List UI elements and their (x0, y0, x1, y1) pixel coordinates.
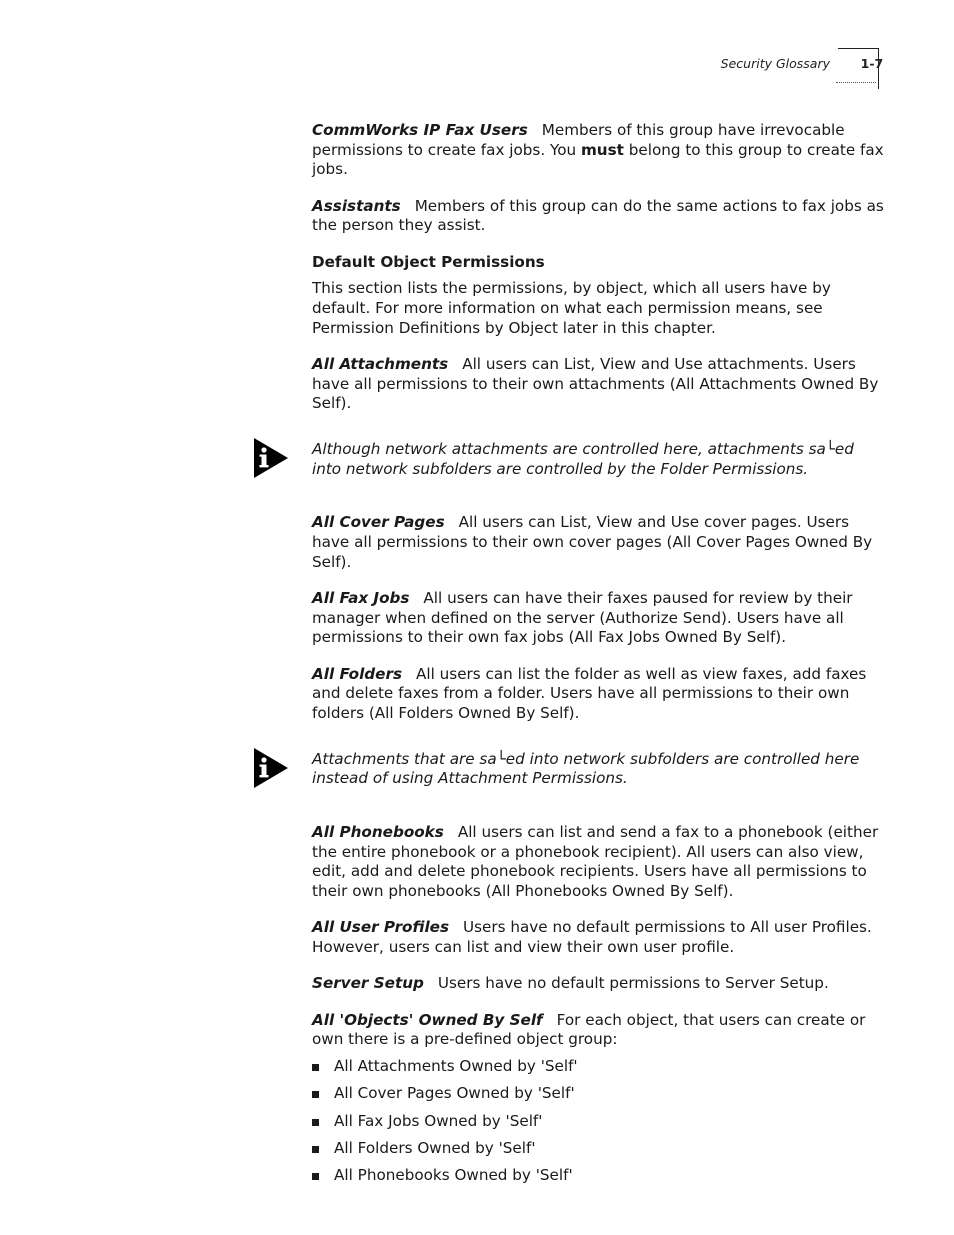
attachments-text: All users can List, View and Use attachments. Users have all permissions to their own attachments (All Attachments Owned By Self). (312, 354, 879, 413)
info-icon (254, 438, 288, 478)
main-content (312, 121, 884, 1193)
term-folders: All Folders (312, 664, 402, 683)
running-header (720, 56, 884, 71)
term-cover-pages: All Cover Pages (312, 513, 445, 532)
paragraph-intro: This section lists the permissions, by object, which all users have by default. For more information on what each permission means, see Permission Definitions by Object later in this chapter. (312, 279, 831, 337)
term-phonebooks: All Phonebooks (312, 823, 444, 842)
commworks-text-a: Members of this group have irrevocable permissions to create fax jobs. You (312, 121, 845, 159)
assistants-text: Members of this group can do the same actions to fax jobs as the person they assist. (312, 196, 884, 235)
term-assistants: Assistants (312, 196, 401, 215)
user-profiles-text: Users have no default permissions to All user Profiles. However, users can list and view their own user profile. (312, 918, 872, 957)
owned-by-self-list (312, 1057, 884, 1186)
term-owned-by-self: All 'Objects' Owned By Self (312, 1010, 543, 1029)
paragraph-owned-by-self (312, 1011, 884, 1050)
page-number: 1-7 (860, 56, 884, 71)
paragraph-fax-jobs (312, 589, 884, 648)
term-user-profiles: All User Profiles (312, 918, 449, 937)
header-dotted-rule (836, 80, 876, 83)
fax-jobs-text: All users can have their faxes paused for review by their manager when defined on the server (Authorize Send). Users have all permissions to their own fax jobs (All Fax Jobs Owned By Self). (312, 588, 853, 647)
info-icon (254, 748, 288, 788)
list-item: All Folders Owned by 'Self' (312, 1139, 884, 1159)
paragraph-cover-pages (312, 513, 884, 572)
term-fax-jobs: All Fax Jobs (312, 588, 410, 607)
cover-pages-text: All users can List, View and Use cover pages. Users have all permissions to their own cover pages (All Cover Pages Owned By Self). (312, 513, 873, 571)
list-item: All Phonebooks Owned by 'Self' (312, 1166, 884, 1186)
paragraph-attachments (312, 355, 884, 414)
note-1 (312, 440, 884, 479)
phonebooks-text: All users can list and send a fax to a phonebook (either the entire phonebook or a phonebook recipient). All users can also view, edit, add and delete phonebook recipients. Users have all permissions to their own phonebooks (All Phonebooks Owned By Self). (312, 823, 879, 901)
header-title: Security Glossary (720, 56, 830, 71)
list-item: All Fax Jobs Owned by 'Self' (312, 1112, 884, 1132)
term-commworks: CommWorks IP Fax Users (312, 121, 528, 139)
note-2 (312, 750, 884, 789)
paragraph-server-setup (312, 974, 884, 994)
commworks-text-b: belong to this group to create fax jobs. (312, 140, 884, 179)
term-attachments: All Attachments (312, 354, 449, 373)
list-item: All Cover Pages Owned by 'Self' (312, 1084, 884, 1104)
section-heading: Default Object Permissions (312, 252, 545, 271)
note-1-text: Although network attachments are controlled here, attachments sa└ed into network subfolders are controlled by the Folder Permissions. (312, 439, 854, 478)
paragraph-phonebooks (312, 823, 884, 902)
paragraph-user-profiles (312, 918, 884, 957)
folders-text: All users can list the folder as well as view faxes, add faxes and delete faxes from a folder. Users have all permissions to their own folders (All Folders Owned By Self). (312, 664, 867, 722)
paragraph-assistants (312, 197, 884, 236)
server-setup-text: Users have no default permissions to Server Setup. (437, 974, 829, 993)
list-item: All Attachments Owned by 'Self' (312, 1057, 884, 1077)
paragraph-folders (312, 665, 884, 724)
paragraph-commworks (312, 121, 884, 180)
commworks-emphasis: must (580, 140, 624, 159)
term-server-setup: Server Setup (312, 974, 424, 993)
note-2-text: Attachments that are sa└ed into network subfolders are controlled here instead of using Attachment Permissions. (312, 749, 860, 788)
owned-by-self-text: For each object, that users can create or own there is a pre-defined object group: (312, 1010, 866, 1049)
